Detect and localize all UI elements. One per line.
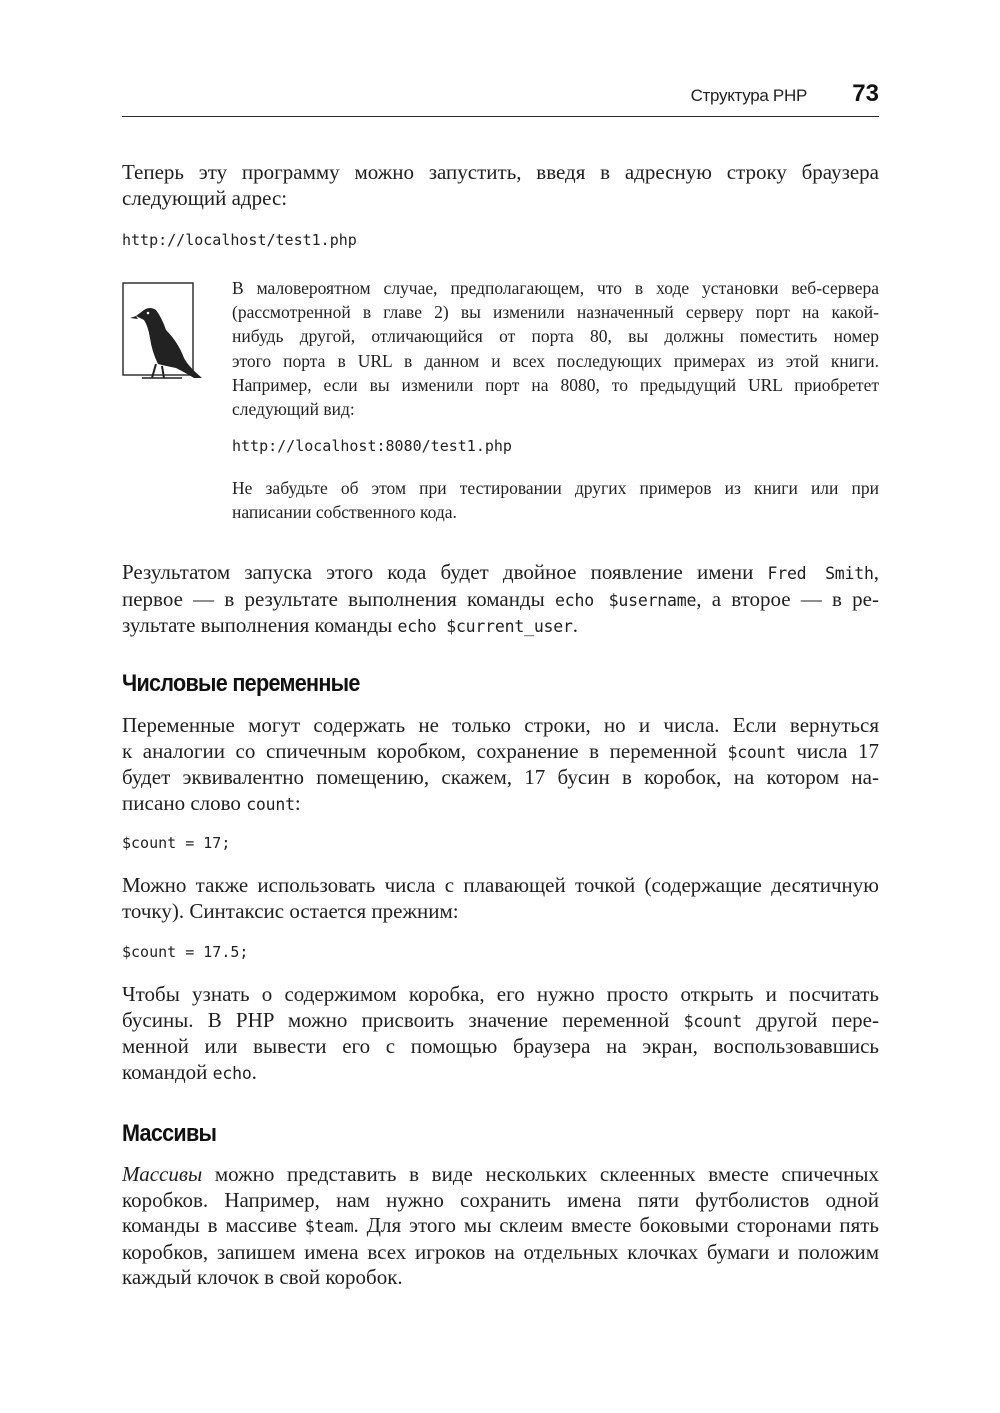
text-span: , а второе — в ре- xyxy=(696,586,880,611)
running-title: Структура PHP xyxy=(690,86,807,105)
inline-code: echo $current_user xyxy=(397,617,573,637)
section-heading-numeric: Числовые переменные xyxy=(122,670,360,697)
numeric-paragraph-3 xyxy=(122,982,879,1086)
text-line xyxy=(122,791,879,818)
text-span: к аналогии со спичечным коробком, сохранение в переменной xyxy=(122,738,728,763)
text-span: . Для этого мы склеим вместе боковыми сторонами пять xyxy=(353,1213,879,1238)
text-span: командой xyxy=(122,1059,213,1084)
text-span: числа 17 xyxy=(785,738,879,763)
text-line xyxy=(122,613,879,640)
text-line: точку). Синтаксис остается прежним: xyxy=(122,898,459,923)
text-span: зультате выполнения команды xyxy=(122,613,398,638)
note-code: http://localhost:8080/test1.php xyxy=(232,437,512,455)
text-line: будет эквивалентно помещению, скажем, 17 бусин в коробок, на котором на- xyxy=(122,765,879,790)
text-line: Например, если вы изменили порт на 8080, то предыдущий URL приобретет xyxy=(232,374,879,395)
text-line xyxy=(122,560,879,587)
numeric-paragraph-2 xyxy=(122,873,879,924)
inline-code: echo xyxy=(212,1063,252,1083)
text-line: следующий адрес: xyxy=(122,185,288,210)
text-line: нибудь другой, отличающийся от порта 80, вы должны поместить номер xyxy=(232,326,879,347)
intro-paragraph xyxy=(122,160,879,211)
page-number: 73 xyxy=(852,80,879,107)
numeric-paragraph-1 xyxy=(122,713,879,817)
text-span: писано слово xyxy=(122,790,247,815)
text-line: этого порта в URL в данном и всех последующих примерах из этой книги. xyxy=(232,350,879,371)
result-paragraph xyxy=(122,560,879,640)
text-span: . xyxy=(572,613,579,638)
text-line: коробков, запишем имена всех игроков на отдельных клочках бумаги и положим xyxy=(122,1239,879,1264)
text-line: менной или вывести его с помощью браузера на экран, воспользовавшись xyxy=(122,1034,879,1059)
text-line: Чтобы узнать о содержимом коробка, его нужно просто открыть и посчитать xyxy=(122,982,879,1006)
text-line: Можно также использовать числа с плавающей точкой (содержащие десятичную xyxy=(122,873,879,897)
code-count-int: $count = 17; xyxy=(122,834,231,852)
text-line: Не забудьте об этом при тестировании других примеров из книги или при xyxy=(232,478,879,498)
text-span: бусины. В PHP можно присвоить значение переменной xyxy=(122,1007,684,1032)
text-line: каждый клочок в свой коробок. xyxy=(122,1265,403,1290)
inline-code: $count xyxy=(683,1011,742,1031)
note-after-text xyxy=(232,476,879,524)
inline-code: echo $username xyxy=(555,590,697,610)
text-line: коробков. Например, нам нужно сохранить имена пяти футболистов одной xyxy=(122,1187,879,1212)
text-line: Переменные могут содержать не только строки, но и числа. Если вернуться xyxy=(122,713,879,737)
text-line: следующий вид: xyxy=(232,399,355,420)
arrays-paragraph xyxy=(122,1162,879,1291)
text-line: (рассмотренной в главе 2) вы изменили назначенный серверу порт на какой- xyxy=(232,302,879,323)
section-heading-arrays: Массивы xyxy=(122,1120,217,1147)
text-line xyxy=(122,739,879,766)
text-line xyxy=(122,1060,879,1087)
text-line xyxy=(122,587,879,614)
text-line xyxy=(122,1008,879,1035)
text-span: , xyxy=(873,560,879,584)
text-line xyxy=(122,1213,879,1240)
inline-code: $count xyxy=(727,742,786,762)
crow-icon xyxy=(122,282,204,386)
inline-code: $team xyxy=(304,1217,354,1237)
code-url: http://localhost/test1.php xyxy=(122,231,357,249)
text-span: Результатом запуска этого кода будет двойное появление имени xyxy=(122,560,768,584)
note-text xyxy=(232,276,879,421)
text-line: В маловероятном случае, предполагающем, что в ходе установки веб-сервера xyxy=(232,278,879,298)
text-span: можно представить в виде нескольких склеенных вместе спичечных xyxy=(202,1162,879,1186)
inline-code: count xyxy=(246,794,295,814)
text-span: другой пере- xyxy=(742,1007,879,1032)
page-header xyxy=(122,80,879,117)
text-span: первое — в результате выполнения команды xyxy=(122,586,555,611)
text-line: написании собственного кода. xyxy=(232,502,457,523)
text-line xyxy=(122,1162,879,1188)
emphasis-term: Массивы xyxy=(122,1162,203,1186)
text-span: команды в массиве xyxy=(122,1213,305,1238)
text-span: . xyxy=(251,1059,257,1084)
code-count-float: $count = 17.5; xyxy=(122,943,249,961)
inline-code: Fred Smith xyxy=(767,564,874,583)
text-line: Теперь эту программу можно запустить, введя в адресную строку браузера xyxy=(122,160,879,184)
text-span: : xyxy=(294,790,301,815)
